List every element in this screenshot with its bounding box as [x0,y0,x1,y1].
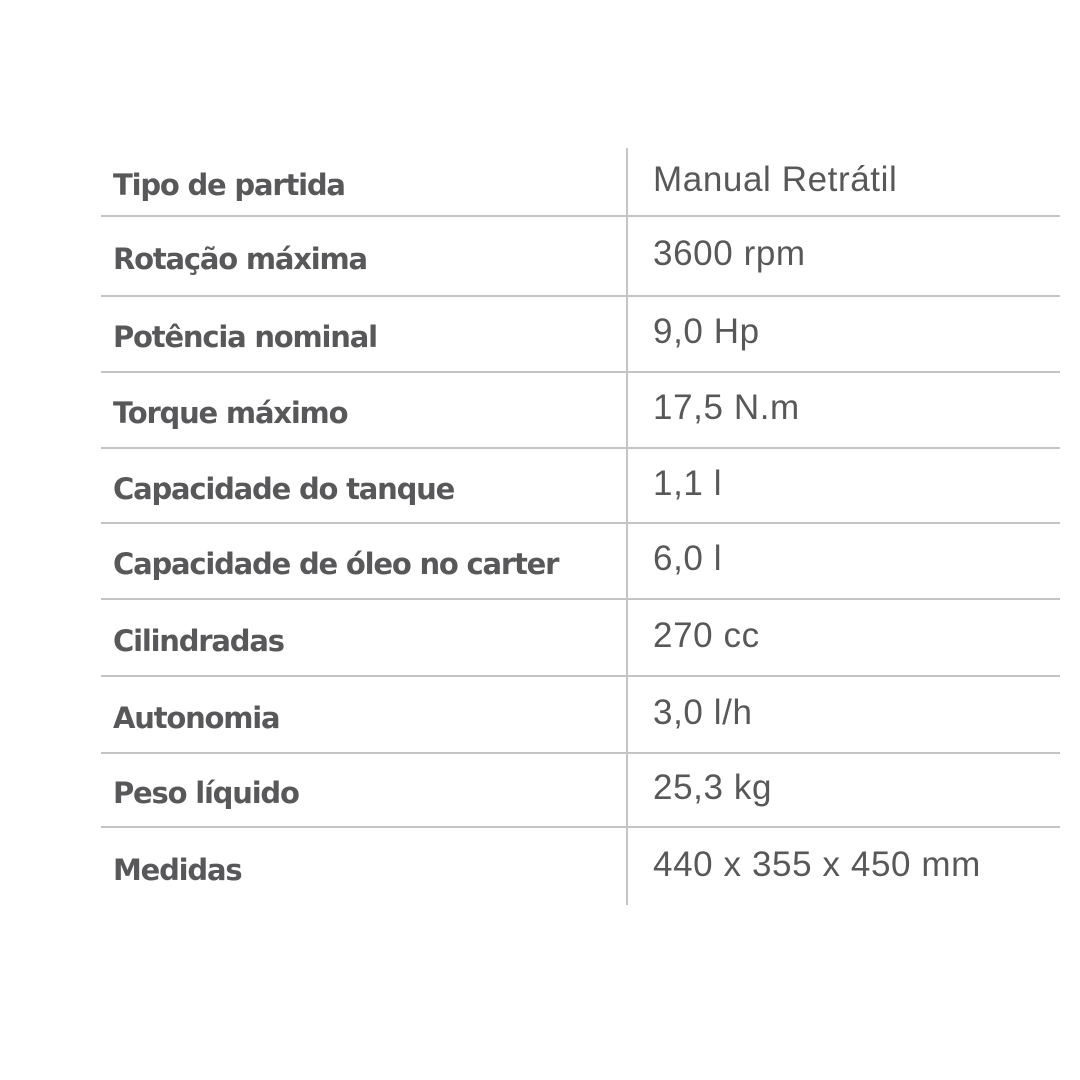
column-divider [626,148,628,905]
spec-row-net-weight [101,754,1060,828]
spec-label: Cilindradas [113,623,284,658]
spec-label: Tipo de partida [113,167,345,202]
spec-value: 6,0 l [653,539,723,578]
spec-row-oil-capacity [101,524,1060,600]
spec-row-nominal-power [101,297,1060,373]
spec-row-max-rotation [101,217,1060,297]
spec-value: 25,3 kg [653,768,773,807]
spec-row-dimensions [101,828,1060,906]
spec-row-autonomy [101,677,1060,754]
spec-value: 3600 rpm [653,234,806,273]
spec-label: Potência nominal [113,320,377,354]
spec-label: Peso líquido [113,776,299,810]
spec-row-tank-capacity [101,449,1060,524]
spec-row-start-type [101,148,1060,217]
spec-value: 440 x 355 x 450 mm [653,845,981,884]
spec-value: 3,0 l/h [653,692,753,732]
spec-label: Capacidade do tanque [113,471,455,506]
spec-label: Medidas [113,853,242,887]
spec-value: Manual Retrátil [653,159,898,199]
spec-value: 270 cc [653,615,760,655]
spec-label: Rotação máxima [113,242,367,276]
spec-label: Autonomia [113,700,280,735]
spec-row-displacement [101,600,1060,677]
spec-table [101,148,1060,906]
spec-value: 1,1 l [653,463,723,503]
spec-label: Capacidade de óleo no carter [113,547,559,581]
spec-value: 17,5 N.m [653,388,800,427]
spec-value: 9,0 Hp [653,312,760,351]
spec-row-max-torque [101,373,1060,449]
spec-label: Torque máximo [113,396,348,430]
